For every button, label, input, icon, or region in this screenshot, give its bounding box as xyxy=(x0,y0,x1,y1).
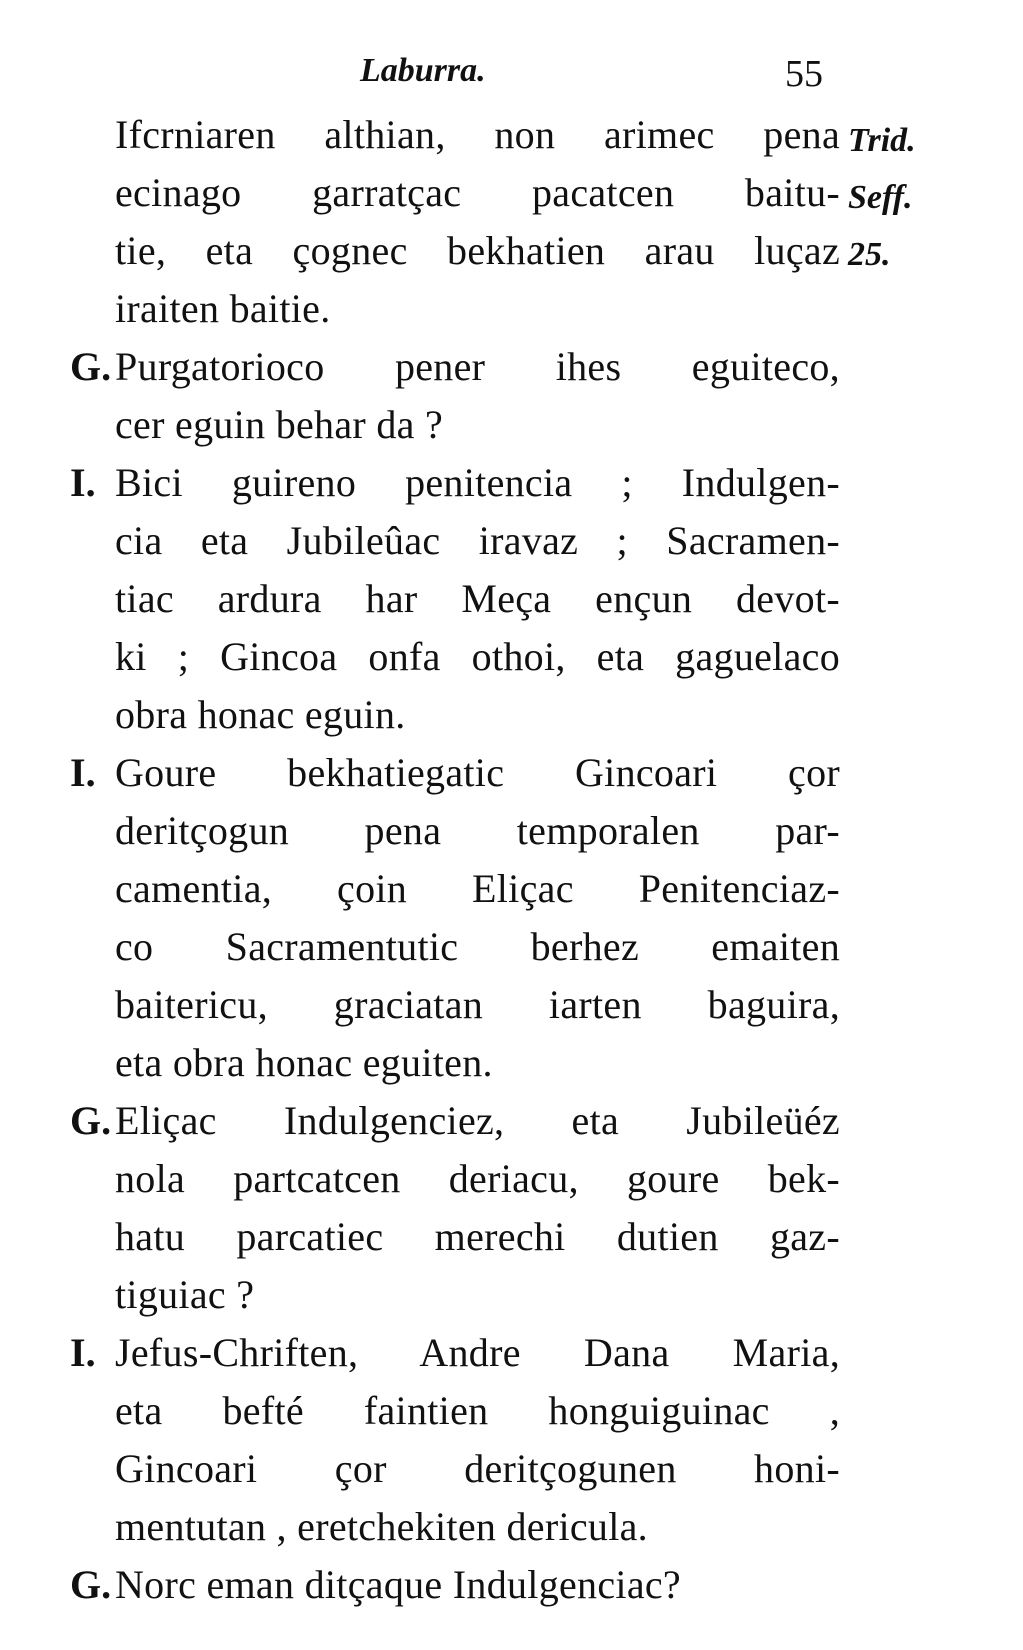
catechism-text xyxy=(70,106,840,1614)
text-line: camentia, çoin Eliçac Penitenciaz- xyxy=(115,866,840,911)
answer-entry xyxy=(70,1324,840,1556)
margin-reference xyxy=(848,112,988,283)
question-entry xyxy=(70,1092,840,1324)
margin-reference-line: Trid. xyxy=(848,122,916,159)
text-line: nola partcatcen deriacu, goure bek- xyxy=(115,1156,840,1201)
running-title: Laburra. xyxy=(360,52,486,89)
running-head xyxy=(0,48,1023,98)
text-line: Norc eman ditçaque Indulgenciac? xyxy=(115,1562,681,1607)
speaker-marker: G. xyxy=(70,1098,112,1143)
text-line: Bici guireno penitencia ; Indulgen- xyxy=(115,460,840,505)
text-line: Gincoari çor deritçogunen honi- xyxy=(115,1446,840,1491)
margin-reference-line: Seff. xyxy=(848,179,913,216)
text-line: tiac ardura har Meça ençun devot- xyxy=(115,576,840,621)
text-line: hatu parcatiec merechi dutien gaz- xyxy=(115,1214,840,1259)
answer-entry xyxy=(70,454,840,744)
text-line: cer eguin behar da ? xyxy=(115,402,444,447)
speaker-marker: I. xyxy=(70,460,96,505)
text-line: Jefus-Chriften, Andre Dana Maria, xyxy=(115,1330,840,1375)
answer-continuation xyxy=(70,106,840,338)
text-line: cia eta Jubileûac iravaz ; Sacramen- xyxy=(115,518,840,563)
text-line: eta befté faintien honguiguinac , xyxy=(115,1388,840,1433)
page-number: 55 xyxy=(785,53,823,95)
text-line: obra honac eguin. xyxy=(115,692,406,737)
question-entry xyxy=(70,338,840,454)
speaker-marker: I. xyxy=(70,1330,96,1375)
question-entry xyxy=(70,1556,840,1614)
speaker-marker: G. xyxy=(70,1562,112,1607)
answer-entry xyxy=(70,744,840,1092)
text-line: ki ; Gincoa onfa othoi, eta gaguelaco xyxy=(115,634,840,679)
text-line: Purgatorioco pener ihes eguiteco, xyxy=(115,344,840,389)
text-line: eta obra honac eguiten. xyxy=(115,1040,493,1085)
text-line: mentutan , eretchekiten dericula. xyxy=(115,1504,648,1549)
text-line: Goure bekhatiegatic Gincoari çor xyxy=(115,750,840,795)
speaker-marker: I. xyxy=(70,750,96,795)
text-line: ecinago garratçac pacatcen baitu- xyxy=(115,170,840,215)
text-line: Ifcrniaren althian, non arimec pena xyxy=(115,112,840,157)
margin-reference-line: 25. xyxy=(848,236,891,273)
speaker-marker: G. xyxy=(70,344,112,389)
text-line: Eliçac Indulgenciez, eta Jubileüéz xyxy=(115,1098,840,1143)
text-line: tiguiac ? xyxy=(115,1272,255,1317)
text-line: deritçogun pena temporalen par- xyxy=(115,808,840,853)
text-line: tie, eta çognec bekhatien arau luçaz xyxy=(115,228,840,273)
text-line: co Sacramentutic berhez emaiten xyxy=(115,924,840,969)
text-line: iraiten baitie. xyxy=(115,286,331,331)
text-line: baitericu, graciatan iarten baguira, xyxy=(115,982,840,1027)
